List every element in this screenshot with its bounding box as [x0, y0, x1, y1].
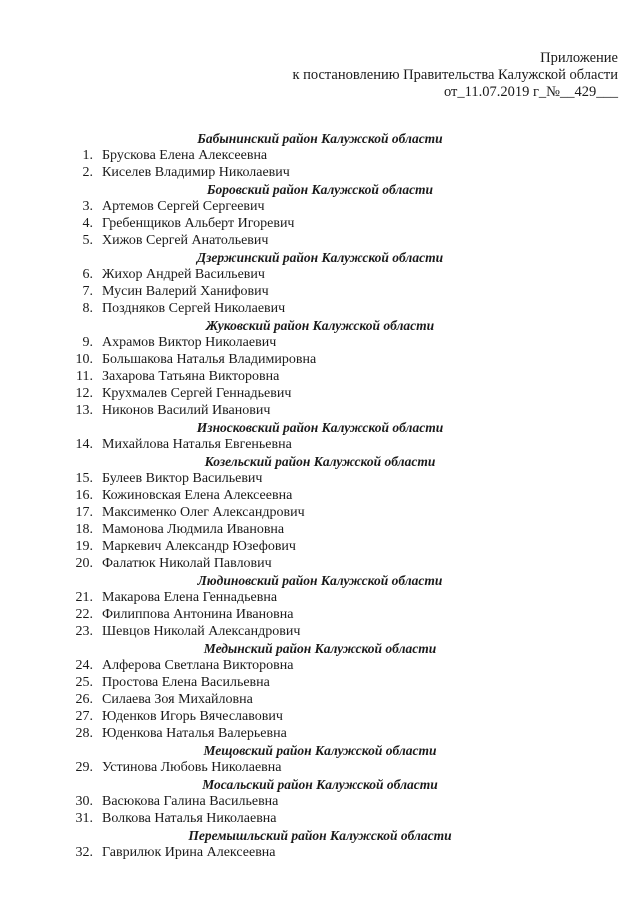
list-item-number: 11. — [76, 369, 93, 384]
list-item — [0, 232, 640, 249]
list-item-name: Гаврилюк Ирина Алексеевна — [102, 845, 276, 860]
list-item — [0, 708, 640, 725]
list-item-number: 18. — [75, 522, 93, 537]
list-item-number: 13. — [75, 403, 93, 418]
list-item-name: Артемов Сергей Сергеевич — [102, 199, 265, 214]
header-appendix-label: Приложение — [540, 50, 618, 66]
list-item-number: 10. — [75, 352, 93, 367]
header-date-number: от_11.07.2019 г_№__429___ — [443, 84, 618, 100]
list-item-name: Хижов Сергей Анатольевич — [102, 233, 269, 248]
list-item-name: Волкова Наталья Николаевна — [102, 811, 277, 826]
list-item-number: 27. — [75, 709, 93, 724]
list-item — [0, 147, 640, 164]
list-item-name: Захарова Татьяна Викторовна — [102, 369, 280, 384]
list-item — [0, 589, 640, 606]
list-item-name: Жихор Андрей Васильевич — [102, 267, 265, 282]
list-item-number: 26. — [75, 692, 93, 707]
list-item — [0, 657, 640, 674]
list-item — [0, 198, 640, 215]
list-item — [0, 215, 640, 232]
list-item-number: 6. — [82, 267, 93, 282]
list-item — [0, 283, 640, 300]
list-item — [0, 368, 640, 385]
list-item-name: Крухмалев Сергей Геннадьевич — [102, 386, 292, 401]
list-item — [0, 623, 640, 640]
list-item — [0, 436, 640, 453]
list-item-name: Фалатюк Николай Павлович — [102, 556, 272, 571]
list-item-number: 8. — [82, 301, 93, 316]
list-item-number: 22. — [75, 607, 93, 622]
list-item-number: 3. — [82, 199, 93, 214]
list-item-name: Кожиновская Елена Алексеевна — [102, 488, 293, 503]
list-item-name: Большакова Наталья Владимировна — [102, 352, 317, 367]
list-item-name: Силаева Зоя Михайловна — [102, 692, 253, 707]
list-item — [0, 266, 640, 283]
district-heading: Медынский район Калужской области — [203, 641, 437, 656]
list-item — [0, 555, 640, 572]
list-item-number: 7. — [82, 284, 93, 299]
district-heading: Мосальский район Калужской области — [202, 777, 438, 792]
list-item-number: 31. — [75, 811, 93, 826]
list-item-number: 9. — [82, 335, 93, 350]
list-item — [0, 844, 640, 861]
list-item-name: Устинова Любовь Николаевна — [102, 760, 282, 775]
list-item — [0, 538, 640, 555]
list-item — [0, 470, 640, 487]
district-heading: Износковский район Калужской области — [196, 420, 444, 435]
list-item — [0, 606, 640, 623]
list-item-name: Юденкова Наталья Валерьевна — [102, 726, 287, 741]
list-item — [0, 164, 640, 181]
list-item-name: Гребенщиков Альберт Игоревич — [102, 216, 295, 231]
list-item-name: Поздняков Сергей Николаевич — [102, 301, 286, 316]
district-heading: Козельский район Калужской области — [204, 454, 436, 469]
list-item-name: Брускова Елена Алексеевна — [102, 148, 268, 163]
list-item-number: 5. — [82, 233, 93, 248]
list-item-number: 12. — [75, 386, 93, 401]
list-item-name: Мусин Валерий Ханифович — [102, 284, 269, 299]
list-item — [0, 691, 640, 708]
list-item-number: 32. — [75, 845, 93, 860]
list-item-number: 16. — [75, 488, 93, 503]
list-item — [0, 521, 640, 538]
list-item-number: 1. — [82, 148, 93, 163]
list-item-name: Ахрамов Виктор Николаевич — [102, 335, 277, 350]
list-item-name: Филиппова Антонина Ивановна — [102, 607, 294, 622]
list-item-number: 15. — [75, 471, 93, 486]
district-heading: Бабынинский район Калужской области — [197, 131, 443, 146]
district-heading: Боровский район Калужской области — [206, 182, 434, 197]
list-item-number: 2. — [82, 165, 93, 180]
list-item-name: Простова Елена Васильевна — [102, 675, 270, 690]
list-item — [0, 674, 640, 691]
list-item-number: 30. — [75, 794, 93, 809]
list-item-name: Максименко Олег Александрович — [102, 505, 305, 520]
list-item-number: 17. — [75, 505, 93, 520]
list-item-number: 25. — [75, 675, 93, 690]
list-item — [0, 759, 640, 776]
list-item-name: Булеев Виктор Васильевич — [102, 471, 263, 486]
list-item-name: Михайлова Наталья Евгеньевна — [102, 437, 292, 452]
list-item-name: Васюкова Галина Васильевна — [102, 794, 279, 809]
list-item — [0, 351, 640, 368]
list-item-name: Юденков Игорь Вячеславович — [102, 709, 283, 724]
list-item — [0, 793, 640, 810]
list-item — [0, 487, 640, 504]
list-item — [0, 402, 640, 419]
list-item-number: 20. — [75, 556, 93, 571]
list-item-number: 14. — [75, 437, 93, 452]
list-item — [0, 385, 640, 402]
list-item-name: Шевцов Николай Александрович — [102, 624, 301, 639]
list-item-number: 23. — [75, 624, 93, 639]
list-item-number: 21. — [75, 590, 93, 605]
list-item — [0, 810, 640, 827]
list-item — [0, 300, 640, 317]
district-heading: Дзержинский район Калужской области — [196, 250, 444, 265]
list-item-number: 28. — [75, 726, 93, 741]
list-item-number: 24. — [75, 658, 93, 673]
district-heading: Перемышльский район Калужской области — [188, 828, 452, 843]
list-item-name: Маркевич Александр Юзефович — [102, 539, 296, 554]
list-item-name: Никонов Василий Иванович — [102, 403, 271, 418]
list-item-number: 19. — [75, 539, 93, 554]
header-resolution-ref: к постановлению Правительства Калужской области — [292, 67, 618, 83]
document-header — [292, 50, 618, 101]
list-item — [0, 334, 640, 351]
list-item-number: 29. — [75, 760, 93, 775]
list-item — [0, 725, 640, 742]
district-heading: Жуковский район Калужской области — [205, 318, 435, 333]
district-heading: Людиновский район Калужской области — [197, 573, 443, 588]
list-item-name: Алферова Светлана Викторовна — [102, 658, 294, 673]
district-list — [0, 130, 640, 861]
list-item — [0, 504, 640, 521]
list-item-name: Киселев Владимир Николаевич — [102, 165, 290, 180]
district-heading: Мещовский район Калужской области — [203, 743, 437, 758]
list-item-number: 4. — [82, 216, 93, 231]
list-item-name: Макарова Елена Геннадьевна — [102, 590, 278, 605]
list-item-name: Мамонова Людмила Ивановна — [102, 522, 285, 537]
